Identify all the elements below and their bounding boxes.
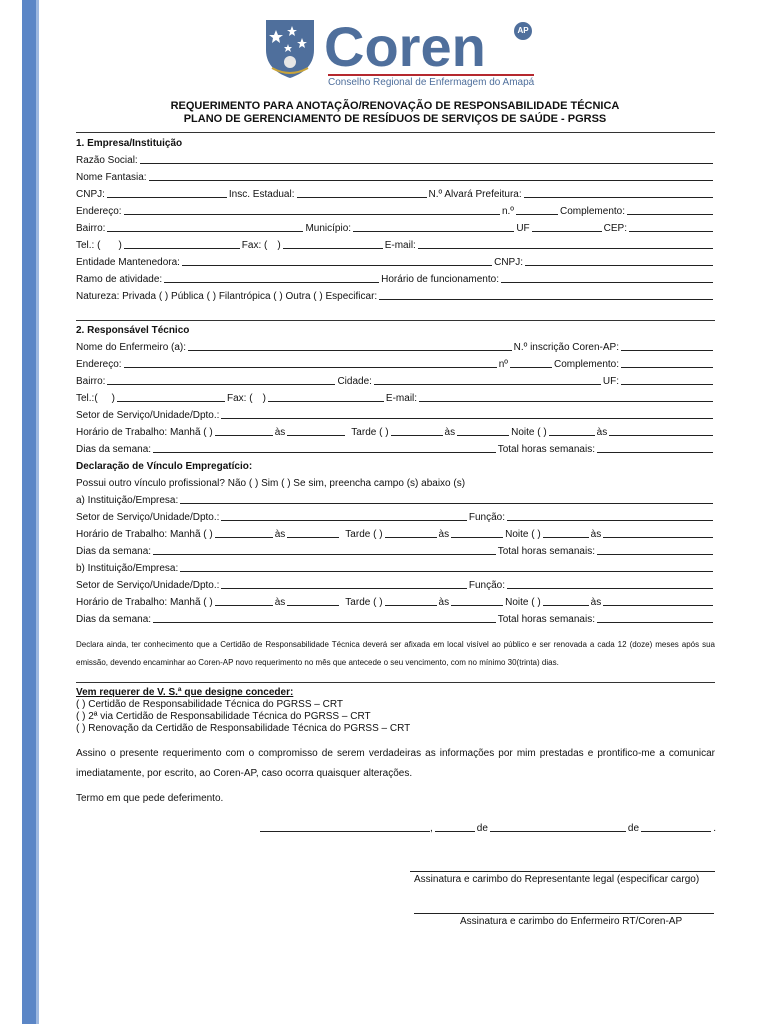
fax-field[interactable]	[283, 238, 383, 249]
inst-b-manha-fim-field[interactable]	[287, 595, 339, 606]
rt-tarde-fim-field[interactable]	[457, 425, 509, 436]
rt-noite-fim-field[interactable]	[609, 425, 713, 436]
uf-field[interactable]	[532, 221, 602, 232]
row-vinculo-pergunta: Possui outro vínculo profissional? Não ( ) Sim ( ) Se sim, preencha campo (s) abaixo (s)	[76, 478, 466, 489]
insc-estadual-field[interactable]	[297, 187, 427, 198]
rt-setor-field[interactable]	[221, 408, 713, 419]
rt-complemento-field[interactable]	[621, 357, 713, 368]
signature-label-representante: Assinatura e carimbo do Representante legal (especificar cargo)	[414, 874, 700, 885]
signature-line-representante[interactable]	[410, 871, 715, 872]
telefone-field[interactable]	[124, 238, 240, 249]
row-rt-horario: Horário de Trabalho: Manhã ( ) às Tarde ( ) às Noite ( ) às	[76, 424, 715, 438]
rt-total-horas-field[interactable]	[597, 442, 713, 453]
row-rt-telefone: Tel.:( ) Fax: ( ) E-mail:	[76, 390, 715, 404]
complemento-field[interactable]	[627, 204, 713, 215]
inst-a-manha-fim-field[interactable]	[287, 527, 339, 538]
divider	[76, 320, 715, 321]
rt-telefone-field[interactable]	[117, 391, 225, 402]
row-rt-setor: Setor de Serviço/Unidade/Dpto.:	[76, 407, 715, 421]
rt-tarde-inicio-field[interactable]	[391, 425, 443, 436]
inst-b-dias-field[interactable]	[153, 612, 496, 623]
row-inst-a-dias: Dias da semana: Total horas semanais:	[76, 543, 715, 557]
mes-field[interactable]	[490, 821, 626, 832]
row-endereco: Endereço: n.º Complemento:	[76, 203, 715, 217]
inst-b-funcao-field[interactable]	[507, 578, 713, 589]
row-telefone: Tel.: ( ) Fax: ( ) E-mail:	[76, 237, 715, 251]
logo-badge: AP	[514, 22, 532, 40]
signature-line-enfermeiro[interactable]	[414, 913, 714, 914]
row-data: , de de .	[258, 820, 716, 834]
nome-fantasia-field[interactable]	[149, 170, 713, 181]
signature-label-enfermeiro: Assinatura e carimbo do Enfermeiro RT/Coren-AP	[460, 916, 683, 927]
rt-numero-field[interactable]	[510, 357, 552, 368]
divider	[76, 132, 715, 133]
rt-dias-field[interactable]	[153, 442, 496, 453]
rt-endereco-field[interactable]	[124, 357, 497, 368]
row-natureza: Natureza: Privada ( ) Pública ( ) Filantrópica ( ) Outra ( ) Especificar:	[76, 288, 715, 302]
horario-funcionamento-field[interactable]	[501, 272, 713, 283]
ramo-field[interactable]	[164, 272, 379, 283]
inst-b-total-field[interactable]	[597, 612, 713, 623]
row-rt-dias: Dias da semana: Total horas semanais:	[76, 441, 715, 455]
termo-text: Termo em que pede deferimento.	[76, 793, 224, 804]
inst-b-tarde-fim-field[interactable]	[451, 595, 503, 606]
inst-a-total-field[interactable]	[597, 544, 713, 555]
row-rt-endereco: Endereço: nº Complemento:	[76, 356, 715, 370]
row-inst-b-dias: Dias da semana: Total horas semanais:	[76, 611, 715, 625]
rt-manha-inicio-field[interactable]	[215, 425, 273, 436]
inst-a-dias-field[interactable]	[153, 544, 496, 555]
row-inst-a-setor: Setor de Serviço/Unidade/Dpto.: Função:	[76, 509, 715, 523]
inst-b-noite-fim-field[interactable]	[603, 595, 713, 606]
numero-field[interactable]	[516, 204, 558, 215]
row-ramo: Ramo de atividade: Horário de funcionamento:	[76, 271, 715, 285]
option-crt[interactable]: ( ) Certidão de Responsabilidade Técnica do PGRSS – CRT	[76, 699, 343, 710]
cnpj-field[interactable]	[107, 187, 227, 198]
section2-heading: 2. Responsável Técnico	[76, 325, 190, 336]
row-inst-a: a) Instituição/Empresa:	[76, 492, 715, 506]
endereco-field[interactable]	[124, 204, 500, 215]
email-field[interactable]	[418, 238, 713, 249]
inst-a-noite-inicio-field[interactable]	[543, 527, 589, 538]
mantenedora-cnpj-field[interactable]	[525, 255, 713, 266]
cep-field[interactable]	[629, 221, 713, 232]
vinculo-heading: Declaração de Vínculo Empregatício:	[76, 461, 253, 472]
inst-b-field[interactable]	[180, 561, 713, 572]
rt-fax-field[interactable]	[268, 391, 384, 402]
logo-subtitle: Conselho Regional de Enfermagem do Amapá	[328, 74, 534, 88]
inst-b-manha-inicio-field[interactable]	[215, 595, 273, 606]
rt-bairro-field[interactable]	[107, 374, 335, 385]
inst-a-tarde-fim-field[interactable]	[451, 527, 503, 538]
section1-heading: 1. Empresa/Instituição	[76, 138, 183, 149]
inst-a-tarde-inicio-field[interactable]	[385, 527, 437, 538]
enfermeiro-nome-field[interactable]	[188, 340, 512, 351]
inst-b-setor-field[interactable]	[221, 578, 466, 589]
row-inst-b-horario: Horário de Trabalho: Manhã ( ) às Tarde ( ) às Noite ( ) às	[76, 594, 715, 608]
row-rt-bairro: Bairro: Cidade: UF:	[76, 373, 715, 387]
row-inst-a-horario: Horário de Trabalho: Manhã ( ) às Tarde ( ) às Noite ( ) às	[76, 526, 715, 540]
requer-heading: Vem requerer de V. S.ª que designe conceder:	[76, 687, 294, 698]
form-title-line1: REQUERIMENTO PARA ANOTAÇÃO/RENOVAÇÃO DE RESPONSABILIDADE TÉCNICA	[170, 100, 620, 112]
form-title-line2: PLANO DE GERENCIAMENTO DE RESÍDUOS DE SERVIÇOS DE SAÚDE - PGRSS	[183, 113, 607, 125]
mantenedora-field[interactable]	[182, 255, 492, 266]
rt-cidade-field[interactable]	[374, 374, 601, 385]
row-inst-b-setor: Setor de Serviço/Unidade/Dpto.: Função:	[76, 577, 715, 591]
declaracao-text: Declara ainda, ter conhecimento que a Certidão de Responsabilidade Técnica deverá ser afixada em local visível ao público e ser renovada a cada 12 (doze) meses após sua emissão, devendo encaminhar ao Coren-AP novo requerimento no mês que antecede o seu vencimento, com no mínimo 30(trinta) dias.	[76, 640, 715, 667]
razao-social-field[interactable]	[140, 153, 713, 164]
ano-field[interactable]	[641, 821, 711, 832]
row-mantenedora: Entidade Mantenedora: CNPJ:	[76, 254, 715, 268]
local-field[interactable]	[260, 821, 430, 832]
inst-a-field[interactable]	[180, 493, 713, 504]
inst-a-funcao-field[interactable]	[507, 510, 713, 521]
inst-a-manha-inicio-field[interactable]	[215, 527, 273, 538]
row-nome-fantasia: Nome Fantasia:	[76, 169, 715, 183]
row-cnpj: CNPJ: Insc. Estadual: N.º Alvará Prefeitura:	[76, 186, 715, 200]
bairro-field[interactable]	[107, 221, 303, 232]
alvara-field[interactable]	[524, 187, 713, 198]
divider	[76, 682, 715, 683]
inst-b-tarde-inicio-field[interactable]	[385, 595, 437, 606]
rt-manha-fim-field[interactable]	[287, 425, 345, 436]
inscricao-coren-field[interactable]	[621, 340, 713, 351]
row-bairro: Bairro: Município: UF CEP:	[76, 220, 715, 234]
rt-noite-inicio-field[interactable]	[549, 425, 595, 436]
especificar-field[interactable]	[379, 289, 713, 300]
dia-field[interactable]	[435, 821, 475, 832]
assino-text: Assino o presente requerimento com o compromisso de serem verdadeiras as informações por mim prestadas e prontifico-me a comunicar imediatamente, por escrito, ao Coren-AP, caso ocorra quaisquer alterações.	[76, 748, 715, 779]
shield-emblem-icon	[262, 16, 318, 80]
row-razao-social: Razão Social:	[76, 152, 715, 166]
rt-email-field[interactable]	[419, 391, 713, 402]
coren-logo	[262, 16, 542, 86]
row-enfermeiro: Nome do Enfermeiro (a): N.º inscrição Coren-AP:	[76, 339, 715, 353]
option-renovacao-crt[interactable]: ( ) Renovação da Certidão de Responsabilidade Técnica do PGRSS – CRT	[76, 723, 411, 734]
logo-wordmark: Coren	[324, 15, 486, 78]
inst-a-noite-fim-field[interactable]	[603, 527, 713, 538]
inst-a-setor-field[interactable]	[221, 510, 466, 521]
rt-uf-field[interactable]	[621, 374, 713, 385]
row-inst-b: b) Instituição/Empresa:	[76, 560, 715, 574]
municipio-field[interactable]	[353, 221, 514, 232]
inst-b-noite-inicio-field[interactable]	[543, 595, 589, 606]
option-2via-crt[interactable]: ( ) 2ª via Certidão de Responsabilidade Técnica do PGRSS – CRT	[76, 711, 371, 722]
